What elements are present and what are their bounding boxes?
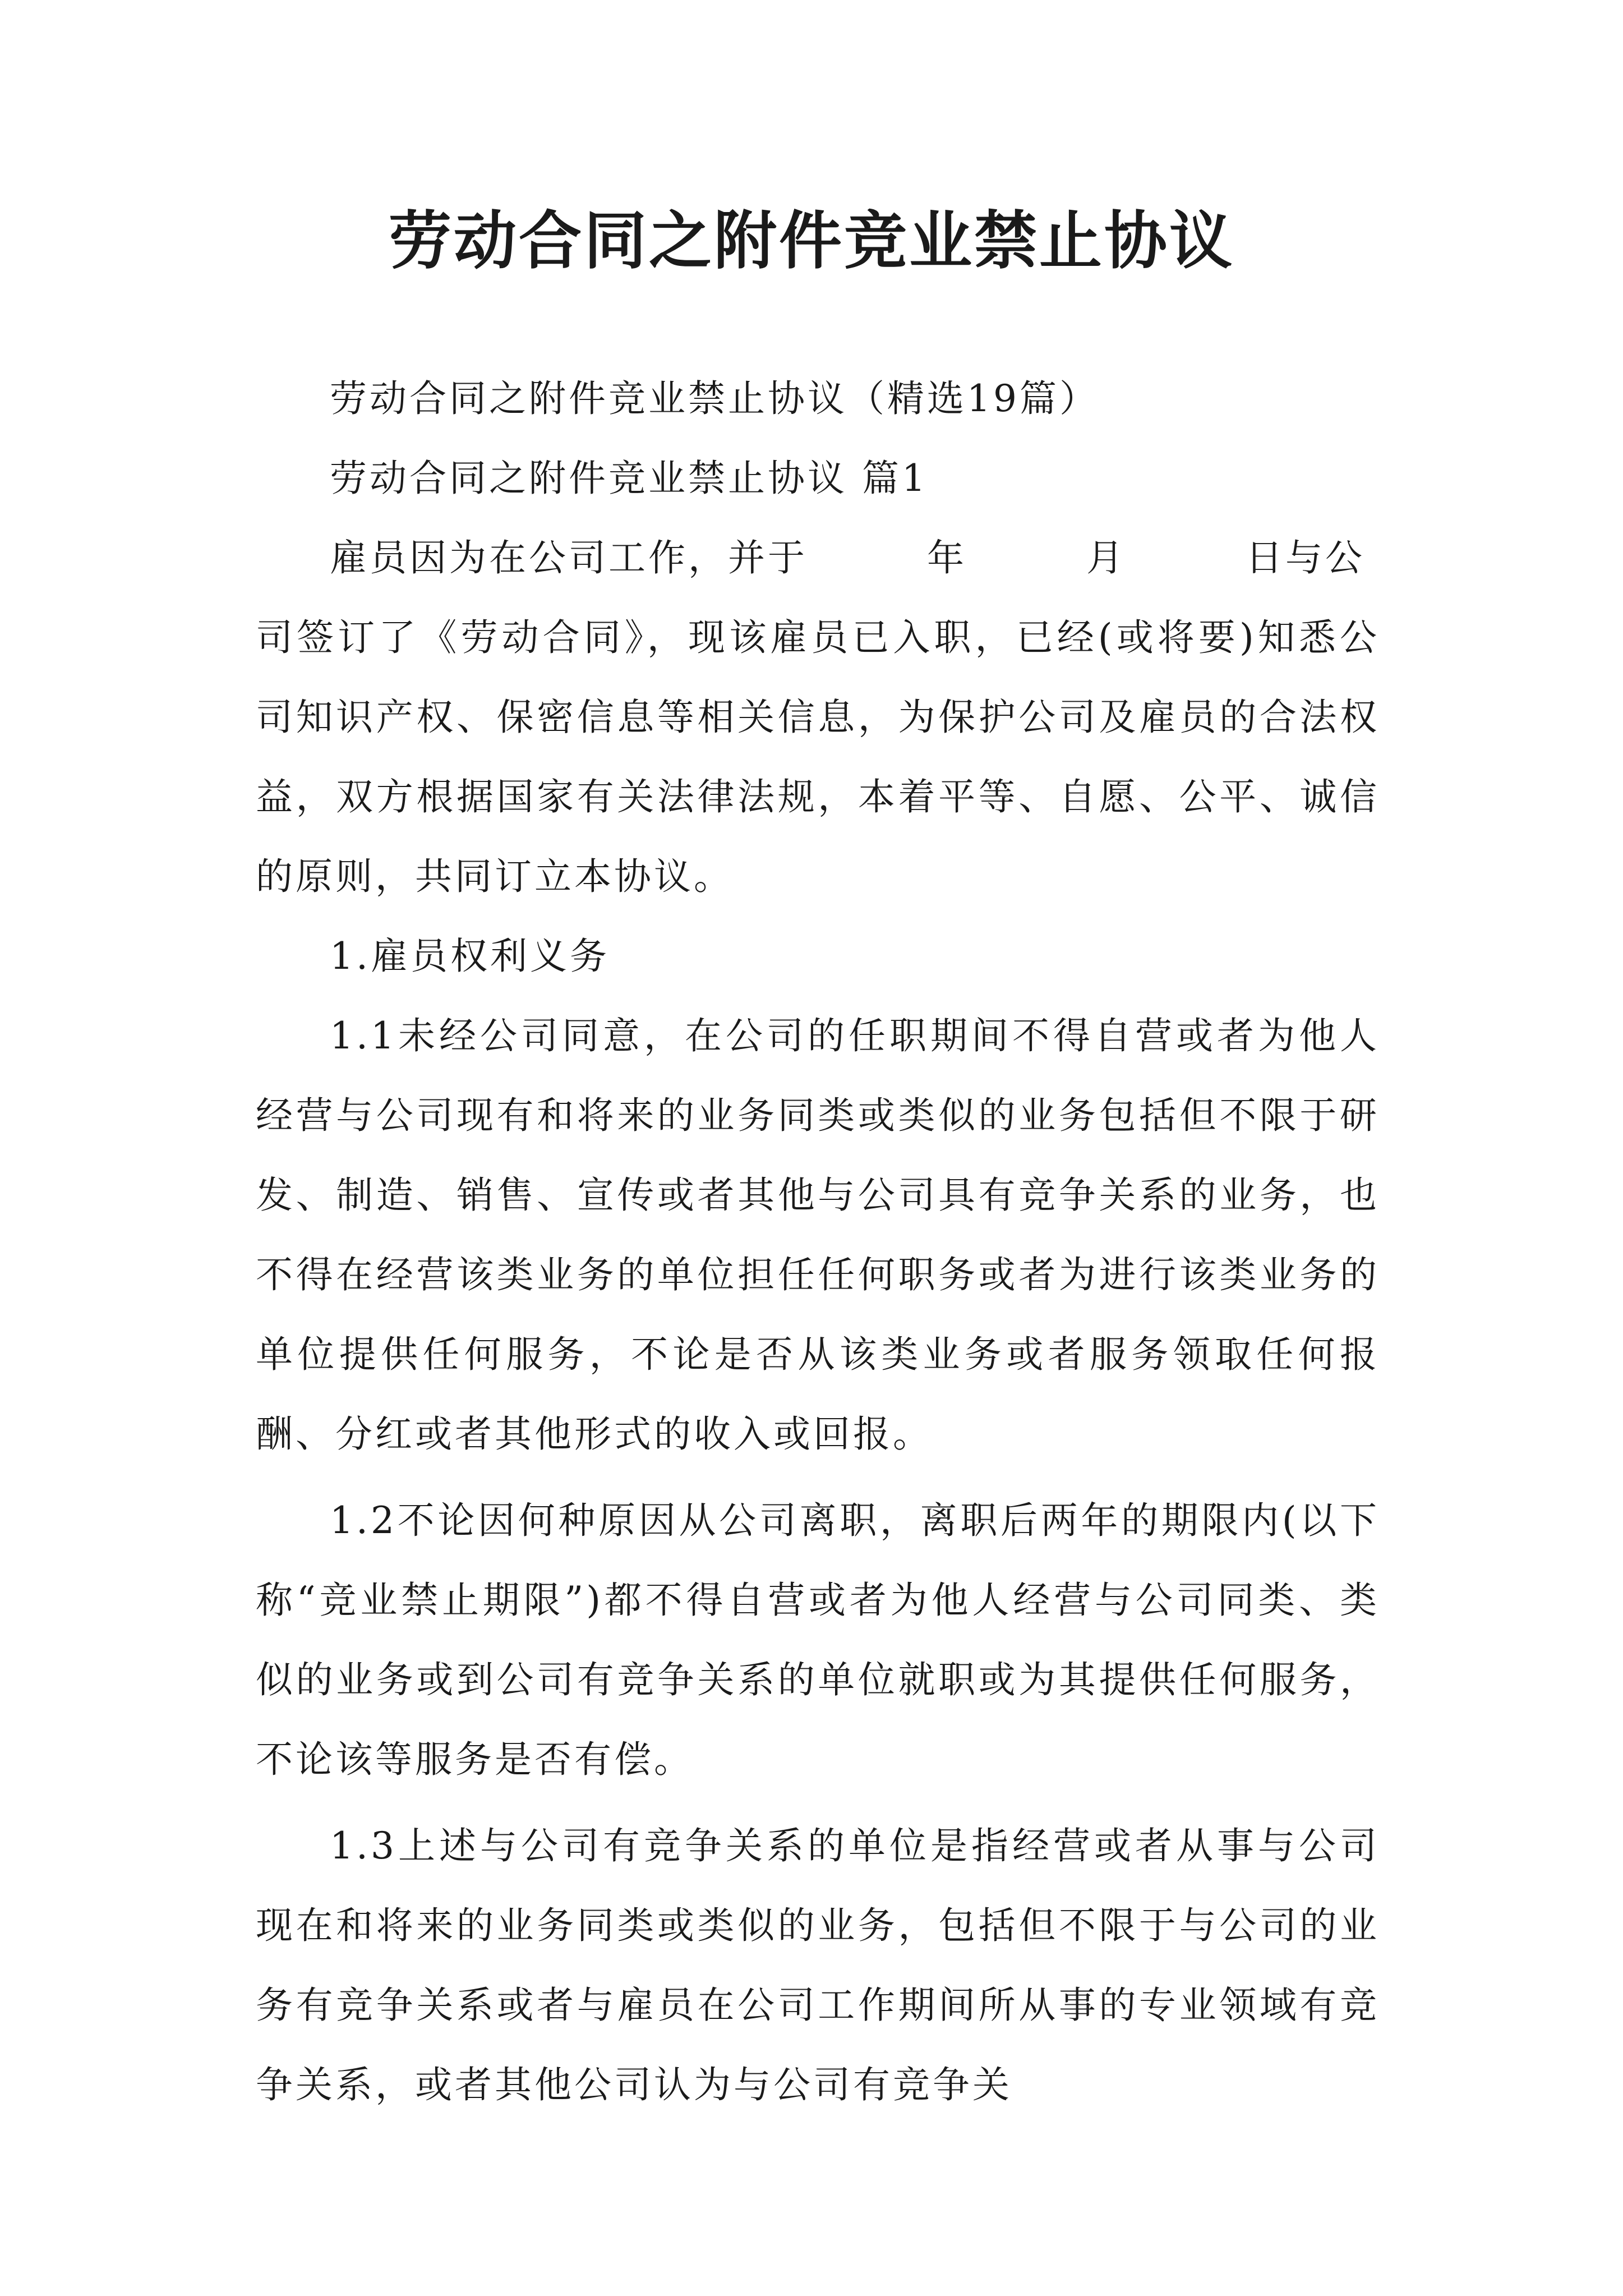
subtitle-line: 劳动合同之附件竞业禁止协议（精选19篇） bbox=[330, 377, 1099, 420]
clause-1-3: 1.3上述与公司有竞争关系的单位是指经营或者从事与公司现在和将来的业务同类或类似的业务，包括但不限于与公司的业务有竞争关系或者与雇员在公司工作期间所从事的专业领域有竞争关系，或者其他公司认为与公司有竞争关 bbox=[256, 1824, 1380, 2106]
document-title: 劳动合同之附件竞业禁止协议 bbox=[389, 205, 1234, 278]
clause-1-2: 1.2不论因何种原因从公司离职，离职后两年的期限内(以下称“竞业禁止期限”)都不得自营或者为他人经营与公司同类、类似的业务或到公司有竞争关系的单位就职或为其提供任何服务，不论该等服务是否有偿。 bbox=[256, 1499, 1380, 1781]
intro-continuation: 司签订了《劳动合同》，现该雇员已入职，已经(或将要)知悉公司知识产权、保密信息等相关信息，为保护公司及雇员的合法权益，双方根据国家有关法律法规，本着平等、自愿、公平、诚信的原则，共同订立本协议。 bbox=[256, 616, 1380, 898]
clause-1-1: 1.1未经公司同意，在公司的任职期间不得自营或者为他人经营与公司现有和将来的业务同类或类似的业务包括但不限于研发、制造、销售、宣传或者其他与公司具有竞争关系的业务，也不得在经营该类业务的单位担任任何职务或者为进行该类业务的单位提供任何服务，不论是否从该类业务或者服务领取任何报酬、分红或者其他形式的收入或回报。 bbox=[256, 1014, 1380, 1456]
intro-first-line: 雇员因为在公司工作，并于 年 月 日与公 bbox=[330, 536, 1365, 579]
section-heading: 劳动合同之附件竞业禁止协议 篇1 bbox=[330, 457, 928, 500]
clause-1-heading: 1.雇员权利义务 bbox=[330, 935, 610, 978]
document-body bbox=[256, 359, 1380, 2125]
intro-paragraph bbox=[256, 518, 1380, 917]
